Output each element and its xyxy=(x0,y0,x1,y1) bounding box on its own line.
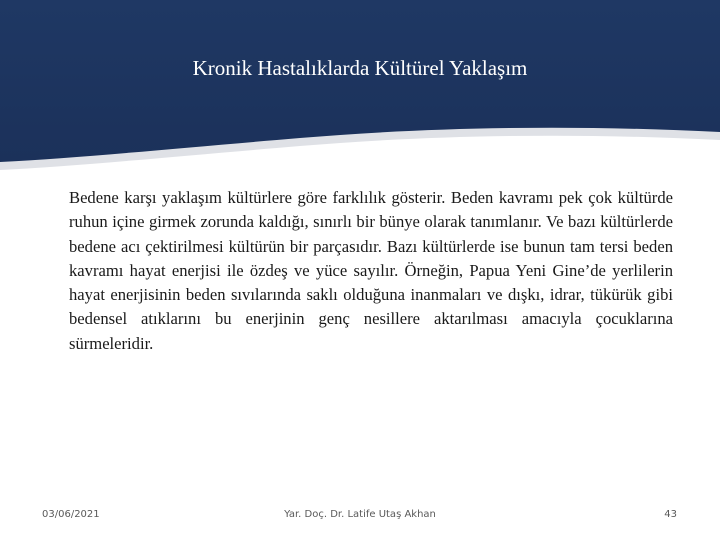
title-band-shape xyxy=(0,0,720,170)
footer-page-number: 43 xyxy=(664,509,677,520)
body-paragraph: Bedene karşı yaklaşım kültürlere göre farklılık gösterir. Beden kavramı pek çok kültürde ruhun içine girmek zorunda kaldığı, sınırlı bir bünye olarak tanımlanır. Ve bazı kültürlerde bedene acı çektirilmesi kültürün bir parçasıdır. Bazı kültürlerde ise bunun tam tersi beden kavramı hayat enerjisi ile özdeş ve yüce sayılır. Örneğin, Papua Yeni Gine’de yerlilerin hayat enerjisinin beden sıvılarında saklı olduğuna inanmaları ve dışkı, idrar, tükürük gibi bedensel atıklarını bu enerjinin genç nesillere aktarılması amacıyla çocuklarına sürmeleridir. xyxy=(69,188,673,353)
footer-author: Yar. Doç. Dr. Latife Utaş Akhan xyxy=(284,509,436,520)
title-band xyxy=(0,0,720,170)
slide-title: Kronik Hastalıklarda Kültürel Yaklaşım xyxy=(192,56,528,80)
footer-date: 03/06/2021 xyxy=(42,509,100,520)
